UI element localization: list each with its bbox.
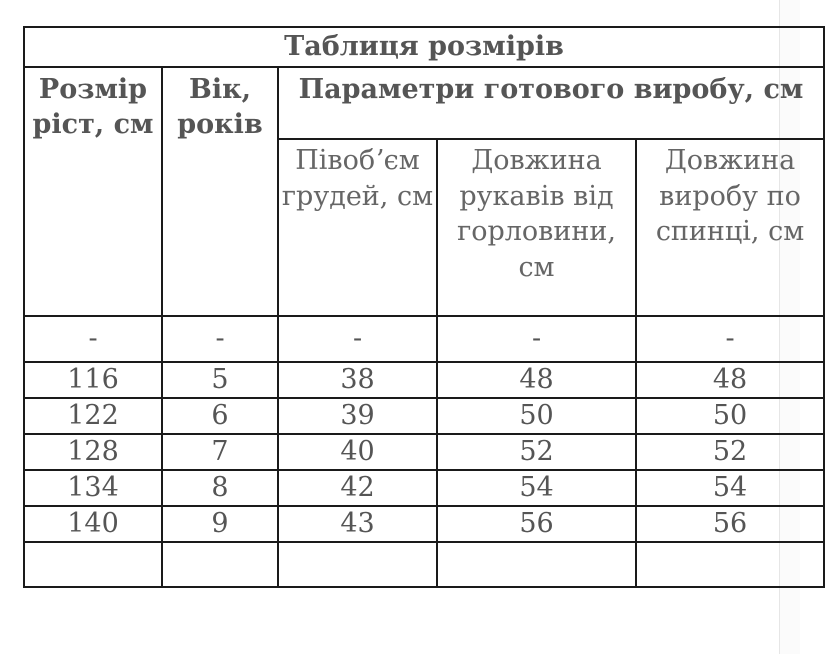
table-row [24, 434, 824, 470]
table-cell-length: 48 [636, 362, 824, 398]
table-cell: - [278, 316, 437, 362]
table-cell: - [162, 316, 278, 362]
table-cell-length: 54 [636, 470, 824, 506]
header-age: Вік, років [162, 67, 278, 316]
table-cell: - [24, 316, 162, 362]
table-cell-sleeve: 54 [437, 470, 636, 506]
size-chart-table [23, 26, 825, 588]
table-cell-size: 122 [24, 398, 162, 434]
table-cell [162, 542, 278, 587]
table-cell: - [437, 316, 636, 362]
size-chart-container [23, 26, 805, 601]
table-cell [437, 542, 636, 587]
title-row [24, 27, 824, 67]
table-cell-size: 140 [24, 506, 162, 542]
table-row-empty [24, 542, 824, 587]
table-cell-chest: 39 [278, 398, 437, 434]
table-cell-length: 56 [636, 506, 824, 542]
table-cell-size: 128 [24, 434, 162, 470]
table-cell-age: 6 [162, 398, 278, 434]
table-row [24, 506, 824, 542]
table-cell-sleeve: 56 [437, 506, 636, 542]
table-cell-chest: 40 [278, 434, 437, 470]
table-cell-chest: 42 [278, 470, 437, 506]
table-row [24, 362, 824, 398]
table-cell-length: 52 [636, 434, 824, 470]
table-cell-chest: 38 [278, 362, 437, 398]
table-cell-age: 8 [162, 470, 278, 506]
table-title: Таблиця розмірів [24, 27, 824, 67]
table-cell [636, 542, 824, 587]
table-cell-age: 5 [162, 362, 278, 398]
header-product-params: Параметри готового виробу, см [278, 67, 824, 139]
header-size-height: Розмір ріст, см [24, 67, 162, 316]
table-cell-sleeve: 52 [437, 434, 636, 470]
subheader-chest: Півобʼєм грудей, см [278, 139, 437, 316]
subheader-sleeve-length: Довжина рукавів від горловини, см [437, 139, 636, 316]
table-cell-size: 134 [24, 470, 162, 506]
header-row [24, 67, 824, 139]
table-cell-size: 116 [24, 362, 162, 398]
table-cell-chest: 43 [278, 506, 437, 542]
table-cell-age: 7 [162, 434, 278, 470]
table-row [24, 470, 824, 506]
table-cell-sleeve: 48 [437, 362, 636, 398]
table-cell-length: 50 [636, 398, 824, 434]
subheader-back-length: Довжина виробу по спинці, см [636, 139, 824, 316]
table-cell-age: 9 [162, 506, 278, 542]
table-cell [24, 542, 162, 587]
table-cell: - [636, 316, 824, 362]
table-row [24, 398, 824, 434]
table-row-placeholder [24, 316, 824, 362]
table-cell-sleeve: 50 [437, 398, 636, 434]
table-cell [278, 542, 437, 587]
